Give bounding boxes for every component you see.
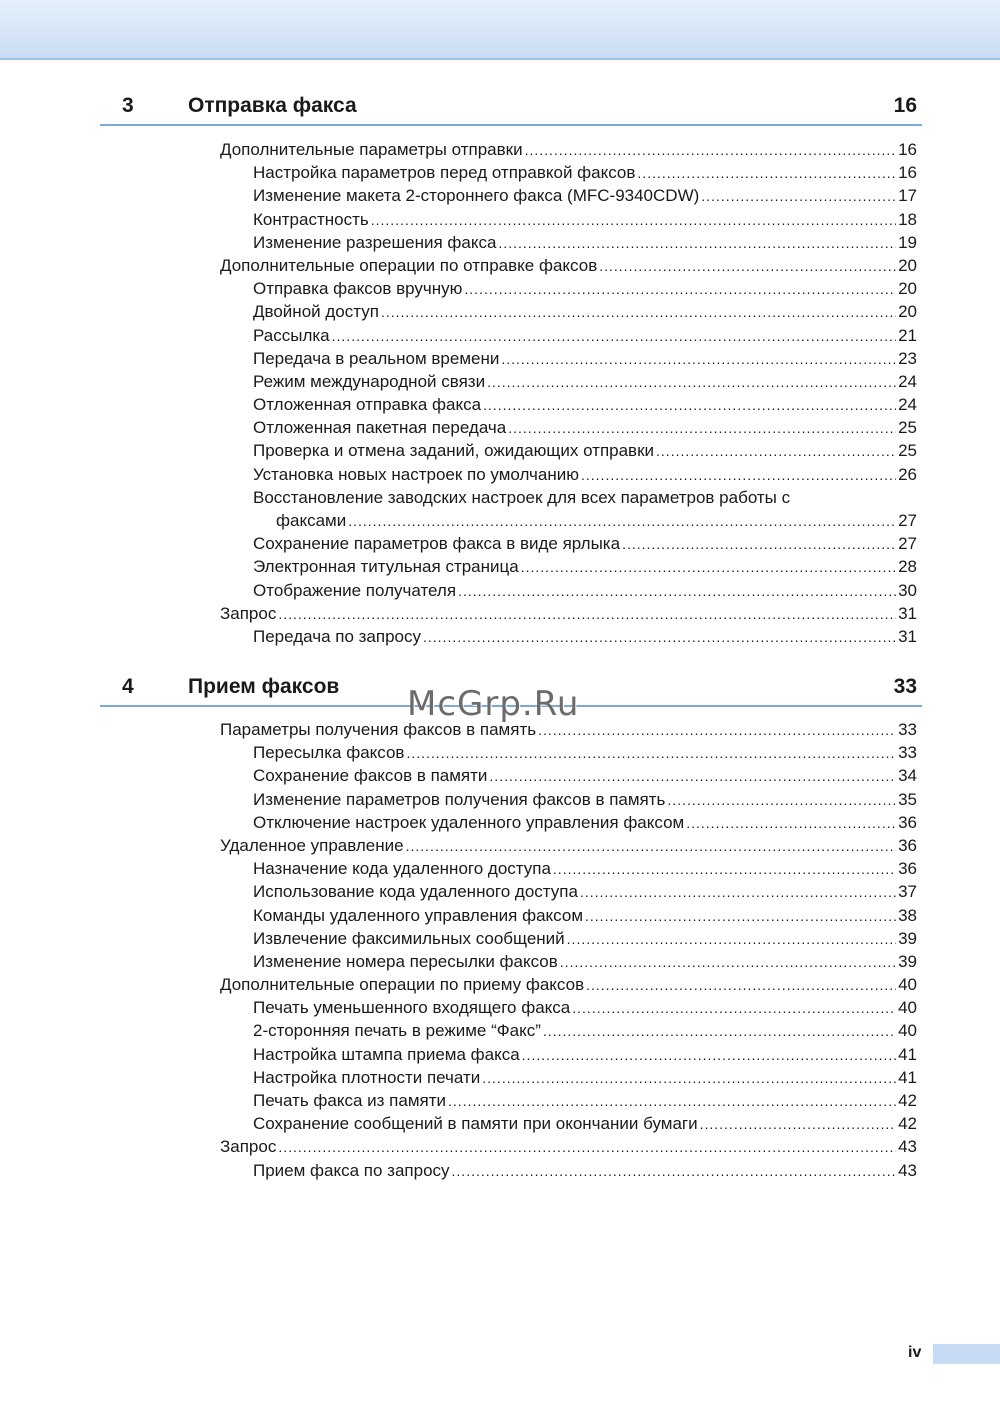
toc-entry[interactable]: Удаленное управление ..... 36 <box>220 834 917 857</box>
toc-entry[interactable]: Прием факса по запросу ..... 43 <box>253 1159 917 1182</box>
chapter-3-heading <box>100 94 922 126</box>
toc-entry[interactable]: Пересылка факсов ..... 33 <box>253 741 917 764</box>
chapter-page: 16 <box>893 94 917 117</box>
toc-entry[interactable]: Отправка факсов вручную ..... 20 <box>253 277 917 300</box>
toc-entry[interactable]: Изменение параметров получения факсов в память ..... 35 <box>253 788 917 811</box>
toc-entry[interactable]: 2-сторонняя печать в режиме “Факс” ..... 40 <box>253 1019 917 1042</box>
toc-entry[interactable]: Отложенная пакетная передача ..... 25 <box>253 416 917 439</box>
toc-entry[interactable]: Отложенная отправка факса ..... 24 <box>253 393 917 416</box>
toc-entry[interactable]: Использование кода удаленного доступа ..... 37 <box>253 880 917 903</box>
toc-entry[interactable]: Изменение разрешения факса ..... 19 <box>253 231 917 254</box>
toc-entry[interactable]: Дополнительные операции по отправке факсов ..... 20 <box>220 254 917 277</box>
toc-entry[interactable]: Контрастность ..... 18 <box>253 208 917 231</box>
toc-entry[interactable]: Печать факса из памяти ..... 42 <box>253 1089 917 1112</box>
toc-entry[interactable]: Рассылка ..... 21 <box>253 324 917 347</box>
toc-entry[interactable]: Параметры получения факсов в память ..... 33 <box>220 718 917 741</box>
chapter-number: 4 <box>122 675 134 698</box>
toc-entry[interactable]: Печать уменьшенного входящего факса ..... 40 <box>253 996 917 1019</box>
watermark: McGrp.Ru <box>407 684 580 724</box>
toc-entry[interactable]: Команды удаленного управления факсом ..... 38 <box>253 904 917 927</box>
toc-entry[interactable]: Проверка и отмена заданий, ожидающих отправки ..... 25 <box>253 439 917 462</box>
chapter-number: 3 <box>122 94 134 117</box>
chapter-3-entries <box>0 138 1000 648</box>
toc-entry[interactable]: Режим международной связи ..... 24 <box>253 370 917 393</box>
toc-entry[interactable]: Отключение настроек удаленного управления факсом ..... 36 <box>253 811 917 834</box>
toc-entry[interactable]: Электронная титульная страница ..... 28 <box>253 555 917 578</box>
toc-entry[interactable]: Извлечение факсимильных сообщений ..... 39 <box>253 927 917 950</box>
toc-entry-wrapped[interactable]: Восстановление заводских настроек для всех параметров работы с <box>253 487 791 507</box>
toc-entry[interactable]: Установка новых настроек по умолчанию ..... 26 <box>253 463 917 486</box>
toc-entry-continuation[interactable]: факсами ..... 27 <box>253 509 917 532</box>
toc-entry[interactable]: Настройка штампа приема факса ..... 41 <box>253 1043 917 1066</box>
toc-entry[interactable]: Изменение макета 2-стороннего факса (MFC-9340CDW) ..... 17 <box>253 184 917 207</box>
toc-entry[interactable]: Двойной доступ ..... 20 <box>253 300 917 323</box>
toc-entry[interactable]: Настройка параметров перед отправкой факсов ..... 16 <box>253 161 917 184</box>
toc-entry[interactable]: Сохранение параметров факса в виде ярлыка ..... 27 <box>253 532 917 555</box>
toc-entry[interactable]: Запрос ..... 43 <box>220 1135 917 1158</box>
page-tab <box>933 1344 1000 1364</box>
chapter-title: Отправка факса <box>188 94 357 117</box>
chapter-4-entries <box>0 718 1000 1182</box>
toc-entry[interactable]: Изменение номера пересылки факсов ..... 39 <box>253 950 917 973</box>
chapter-title: Прием факсов <box>188 675 340 698</box>
page-number: iv <box>908 1344 922 1361</box>
header-band <box>0 0 1000 60</box>
toc-entry[interactable]: Сохранение факсов в памяти ..... 34 <box>253 764 917 787</box>
toc-entry[interactable]: Дополнительные операции по приему факсов ..... 40 <box>220 973 917 996</box>
chapter-page: 33 <box>893 675 917 698</box>
toc-entry[interactable]: Отображение получателя ..... 30 <box>253 579 917 602</box>
toc-entry[interactable]: Настройка плотности печати ..... 41 <box>253 1066 917 1089</box>
toc-entry[interactable]: Передача по запросу ..... 31 <box>253 625 917 648</box>
toc-entry[interactable]: Запрос ..... 31 <box>220 602 917 625</box>
toc-entry[interactable]: Передача в реальном времени ..... 23 <box>253 347 917 370</box>
toc-entry[interactable]: Сохранение сообщений в памяти при окончании бумаги ..... 42 <box>253 1112 917 1135</box>
toc-entry[interactable]: Назначение кода удаленного доступа ..... 36 <box>253 857 917 880</box>
toc-entry[interactable]: Дополнительные параметры отправки ..... 16 <box>220 138 917 161</box>
